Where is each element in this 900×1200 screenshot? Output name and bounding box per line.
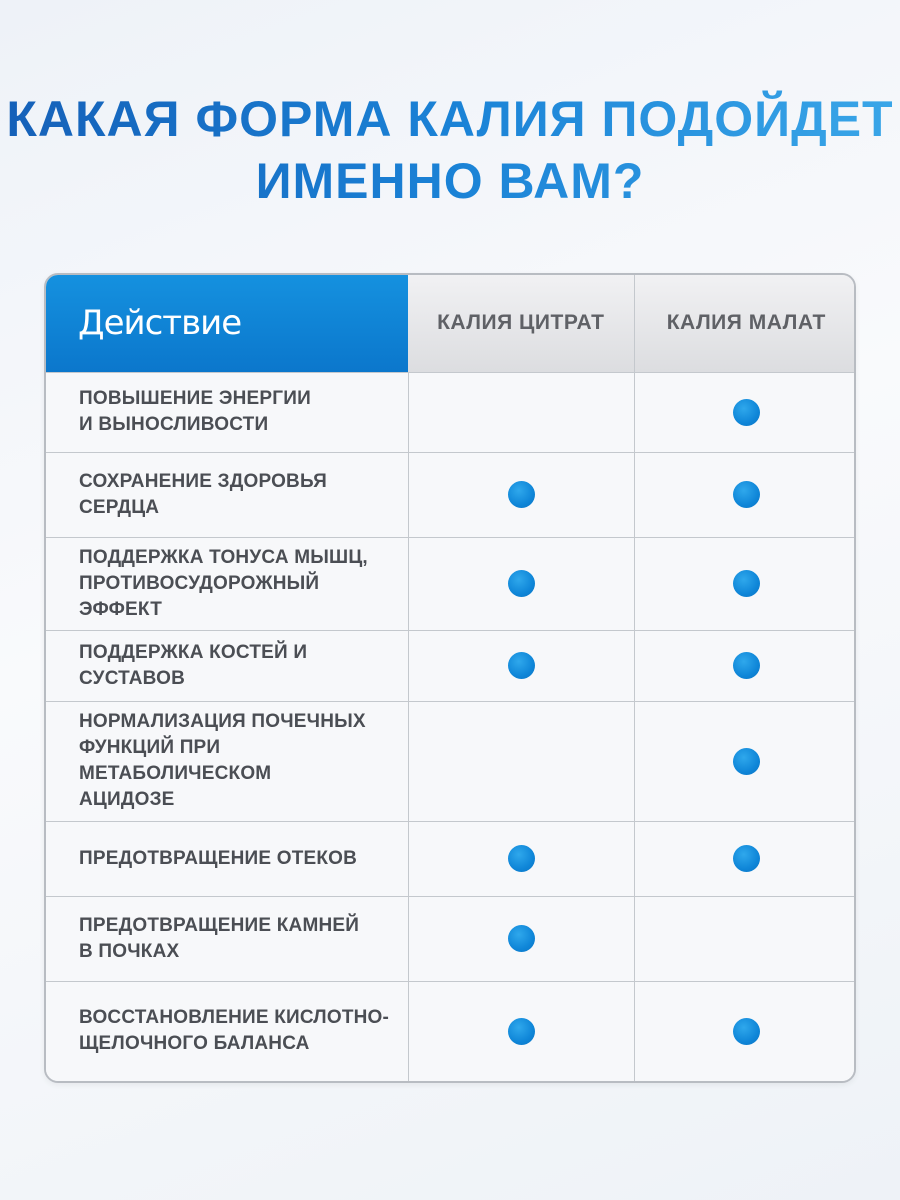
comparison-table xyxy=(44,273,856,1083)
citrate-cell xyxy=(408,896,634,981)
citrate-cell xyxy=(408,701,634,821)
malate-cell xyxy=(634,701,856,821)
row-label-line: АЦИДОЗЕ xyxy=(79,789,175,810)
row-label-line: ФУНКЦИЙ ПРИ МЕТАБОЛИЧЕСКОМ xyxy=(79,737,272,784)
malate-cell xyxy=(634,537,856,630)
check-dot-icon xyxy=(733,399,760,426)
table-row xyxy=(46,981,856,1081)
title-line-2: ИМЕННО ВАМ? xyxy=(255,153,645,209)
check-dot-icon xyxy=(733,748,760,775)
header-action: Действие xyxy=(46,275,408,372)
title-line-1: КАКАЯ ФОРМА КАЛИЯ ПОДОЙДЕТ xyxy=(6,91,894,147)
check-dot-icon xyxy=(733,845,760,872)
malate-cell xyxy=(634,981,856,1081)
row-label xyxy=(46,537,408,630)
row-label-line: НОРМАЛИЗАЦИЯ ПОЧЕЧНЫХ xyxy=(79,711,366,732)
check-dot-icon xyxy=(733,1018,760,1045)
citrate-cell xyxy=(408,981,634,1081)
row-label-line: СОХРАНЕНИЕ ЗДОРОВЬЯ СЕРДЦА xyxy=(79,470,327,518)
check-dot-icon xyxy=(733,652,760,679)
table-row xyxy=(46,630,856,701)
row-label-line: В ПОЧКАХ xyxy=(79,940,180,962)
row-label xyxy=(46,372,408,452)
table-row xyxy=(46,701,856,821)
table-row xyxy=(46,372,856,452)
page-title xyxy=(0,88,900,212)
header-potassium-malate: КАЛИЯ МАЛАТ xyxy=(634,275,856,372)
malate-cell xyxy=(634,821,856,896)
row-label-line: ПРОТИВОСУДОРОЖНЫЙ ЭФФЕКТ xyxy=(79,572,320,620)
malate-cell xyxy=(634,372,856,452)
row-label-line: ВОССТАНОВЛЕНИЕ КИСЛОТНО- xyxy=(79,1007,390,1029)
check-dot-icon xyxy=(508,481,535,508)
check-dot-icon xyxy=(508,570,535,597)
check-dot-icon xyxy=(508,1018,535,1045)
malate-cell xyxy=(634,630,856,701)
table-row xyxy=(46,452,856,537)
citrate-cell xyxy=(408,630,634,701)
row-label-line: ПРЕДОТВРАЩЕНИЕ ОТЕКОВ xyxy=(79,847,358,869)
row-label xyxy=(46,630,408,701)
row-label-line: ПРЕДОТВРАЩЕНИЕ КАМНЕЙ xyxy=(79,914,360,936)
row-label-line: ЩЕЛОЧНОГО БАЛАНСА xyxy=(79,1033,310,1055)
row-label xyxy=(46,701,408,821)
citrate-cell xyxy=(408,821,634,896)
table-row xyxy=(46,896,856,981)
row-label-line: ПОДДЕРЖКА КОСТЕЙ И СУСТАВОВ xyxy=(79,641,308,689)
check-dot-icon xyxy=(508,652,535,679)
row-label-line: И ВЫНОСЛИВОСТИ xyxy=(79,414,269,435)
malate-cell xyxy=(634,452,856,537)
row-label xyxy=(46,821,408,896)
row-label xyxy=(46,896,408,981)
table-header-row xyxy=(46,275,856,372)
citrate-cell xyxy=(408,452,634,537)
row-label xyxy=(46,452,408,537)
check-dot-icon xyxy=(508,845,535,872)
row-label xyxy=(46,981,408,1081)
citrate-cell xyxy=(408,372,634,452)
check-dot-icon xyxy=(508,925,535,952)
row-label-line: ПОВЫШЕНИЕ ЭНЕРГИИ xyxy=(79,388,311,409)
header-potassium-citrate: КАЛИЯ ЦИТРАТ xyxy=(408,275,634,372)
citrate-cell xyxy=(408,537,634,630)
table-row xyxy=(46,537,856,630)
table-row xyxy=(46,821,856,896)
check-dot-icon xyxy=(733,570,760,597)
row-label-line: ПОДДЕРЖКА ТОНУСА МЫШЦ, xyxy=(79,546,368,568)
check-dot-icon xyxy=(733,481,760,508)
malate-cell xyxy=(634,896,856,981)
